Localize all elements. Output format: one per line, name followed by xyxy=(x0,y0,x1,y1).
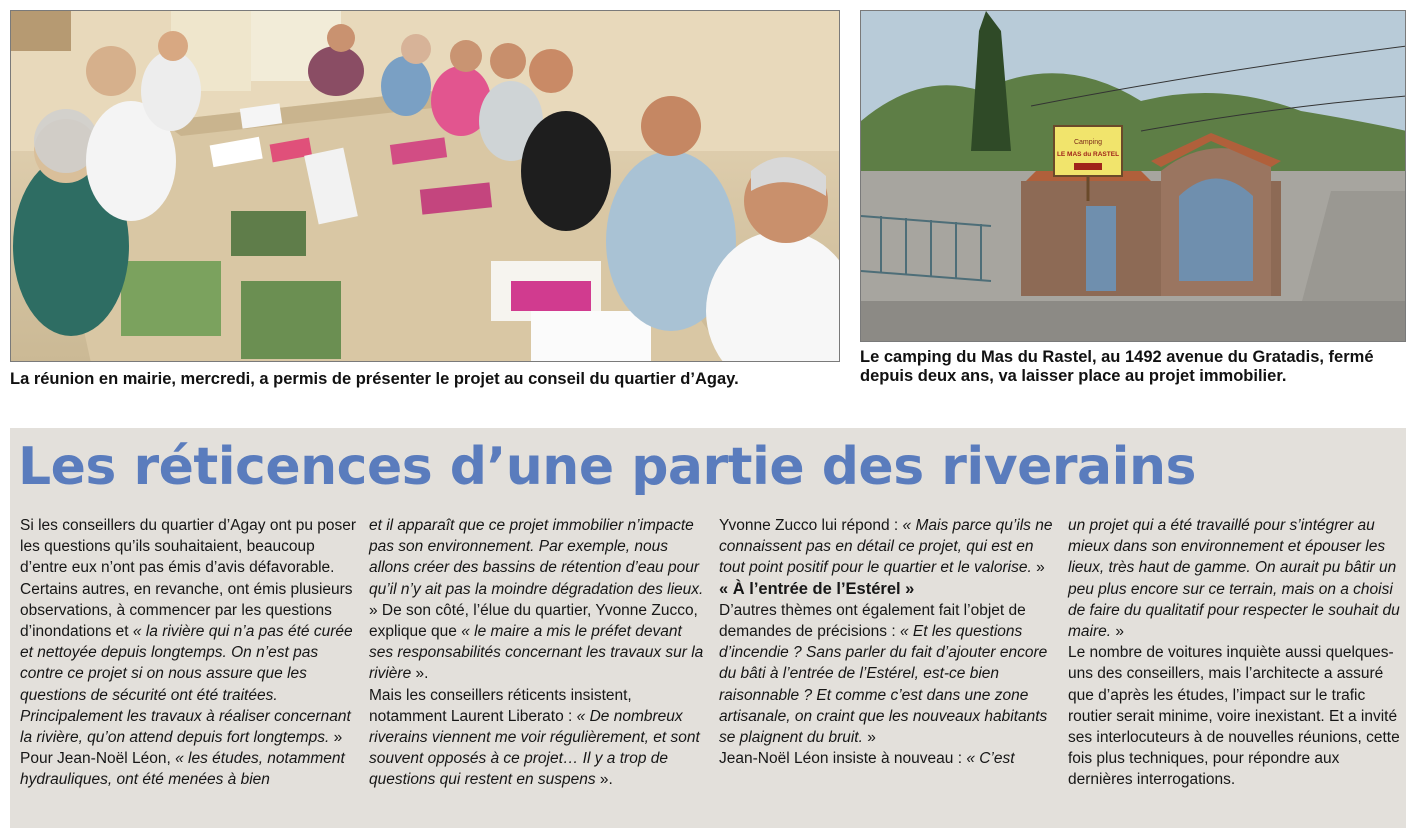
photo-caption-camping: Le camping du Mas du Rastel, au 1492 avenue du Gratadis, fermé depuis deux ans, va laisser place au projet immobilier. xyxy=(860,348,1374,385)
paragraph xyxy=(369,515,709,685)
quote: « Mais parce qu’ils ne connaissent pas en détail ce projet, qui est en tout point positif pour le quartier et le valorise. xyxy=(719,517,1053,577)
sign-line-2: LE MAS du RASTEL xyxy=(1056,151,1120,158)
quote: « le maire a mis le préfet devant ses responsabilités concernant les travaux sur la rivière xyxy=(369,623,704,683)
meeting-photo xyxy=(10,10,840,362)
paragraph xyxy=(20,515,360,748)
camping-photo xyxy=(860,10,1406,342)
text-run: D’autres thèmes ont également fait l’objet de demandes de précisions : xyxy=(719,601,1026,641)
camping-photo-illustration xyxy=(861,11,1406,342)
quote: et il apparaît que ce projet immobilier n’impacte pas son environnement. Par exemple, nous allons créer des bassins de rétention d’eau pour qu’il n’y ait pas la moindre dégradation des lieux. xyxy=(369,517,704,598)
text-run: ». xyxy=(411,665,429,683)
article-column-3 xyxy=(719,515,1059,769)
sign-line-1: Camping xyxy=(1073,139,1103,146)
text-run: Si les conseillers du quartier d’Agay ont pu poser les questions qu’ils souhaitaient, beaucoup d’entre eux n’ont pas émis d’avis défavorable. Certains autres, en revanche, ont émis plusieurs observations, à commencer par les questions d’inondations et xyxy=(20,517,357,641)
article-column-4 xyxy=(1068,515,1408,791)
quote: « la rivière qui n’a pas été curée et nettoyée depuis longtemps. On n’est pas contre ce projet si on nous assure que les questions de sécurité ont été traitées. Principalement les travaux à réaliser concernant la rivière, qu’on attend depuis fort longtemps. xyxy=(20,623,353,747)
quote: « Et les questions d’incendie ? Sans parler du fait d’ajouter encore du bâti à l’entrée de l’Estérel, est-ce bien raisonnable ? Et comme c’est dans une zone artisanale, on craint que les nouveaux habitants se plaignent du bruit. xyxy=(719,623,1048,747)
text-run: » xyxy=(1111,623,1125,641)
text-run: » xyxy=(862,729,876,747)
article-column-2 xyxy=(369,515,709,791)
quote: « les études, notamment hydrauliques, ont été menées à bien xyxy=(20,750,345,789)
photo-caption-meeting: La réunion en mairie, mercredi, a permis de présenter le projet au conseil du quartier d’Agay. xyxy=(10,370,739,388)
article-column-1 xyxy=(20,515,360,791)
text-run: Pour Jean-Noël Léon, xyxy=(20,750,176,768)
article-subheading: « À l’entrée de l’Estérel » xyxy=(719,579,915,598)
article-headline: Les réticences d’une partie des riverains xyxy=(18,437,1196,497)
paragraph xyxy=(719,515,1059,579)
quote: « De nombreux riverains viennent me voir régulièrement, et sont souvent opposés à ce projet… Il y a trop de questions qui restent en suspens xyxy=(369,707,700,789)
text-run: Jean-Noël Léon insiste à nouveau : xyxy=(719,750,967,768)
paragraph xyxy=(369,685,709,791)
paragraph xyxy=(719,600,1059,748)
text-run: » xyxy=(329,729,343,747)
text-run: » xyxy=(1031,559,1045,577)
text-run: ». xyxy=(595,771,613,789)
meeting-photo-illustration xyxy=(11,11,840,362)
paragraph xyxy=(20,748,360,790)
text-run: » De son côté, l’élue du quartier, Yvonne Zucco, explique que xyxy=(369,601,698,641)
text-run: Yvonne Zucco lui répond : xyxy=(719,517,903,534)
quote: « C’est xyxy=(966,750,1015,768)
paragraph xyxy=(719,748,1059,769)
paragraph: Le nombre de voitures inquiète aussi quelques-uns des conseillers, mais l’architecte a assuré que d’après les études, l’impact sur le trafic routier serait minime, voire inexistant. Et a invité ses interlocuteurs à de nouvelles réunions, cette fois plus techniques, pour répondre aux dernières interrogations. xyxy=(1068,644,1400,789)
paragraph xyxy=(1068,515,1408,642)
text-run: Mais les conseillers réticents insistent, notamment Laurent Liberato : xyxy=(369,686,632,725)
quote: un projet qui a été travaillé pour s’intégrer au mieux dans son environnement et épouser les lieux, très haut de gamme. On aurait pu bâtir un peu plus encore sur ce terrain, mais on a choisi de faire du qualitatif pour respecter le souhait du maire. xyxy=(1068,517,1400,641)
